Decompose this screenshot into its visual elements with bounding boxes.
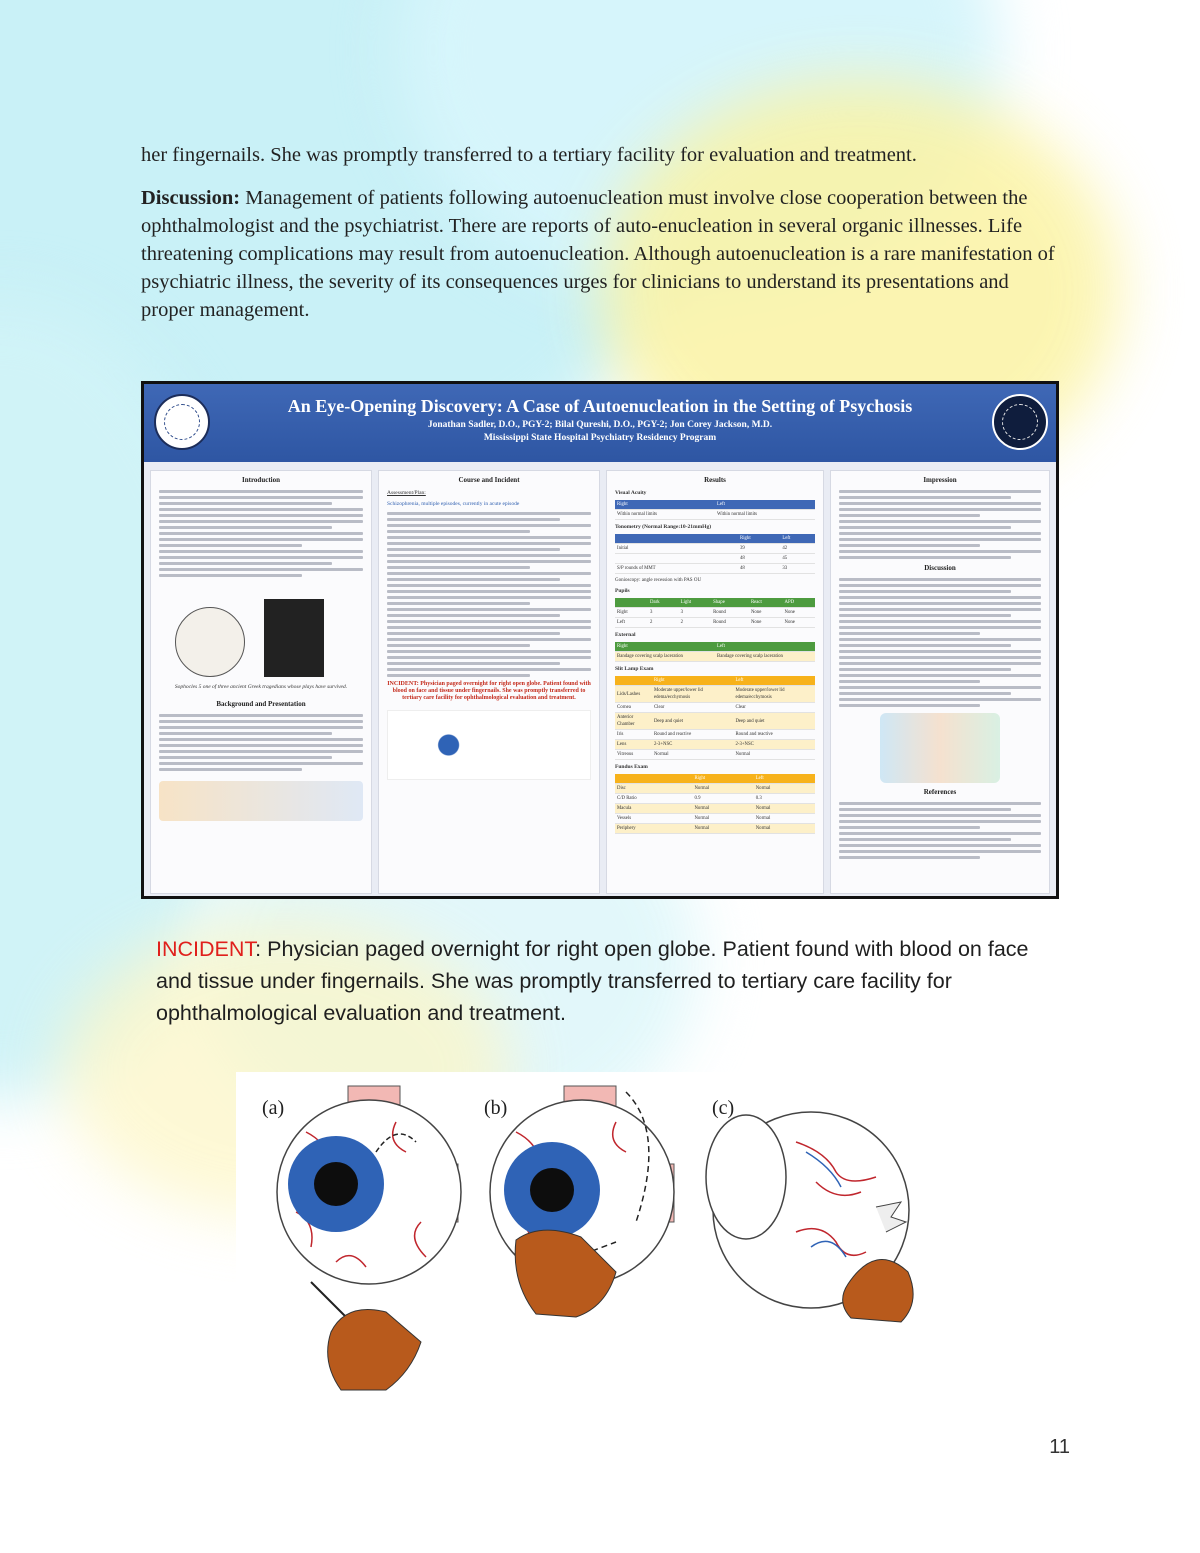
slit-lamp-table: Right Left Lids/Lashes Moderate upper/lower lid edema/ecchymosis Moderate upper/lower lid edema/ecchymosis Cornea Clear Clear Anterior Chamber Deep and quiet Deep and quiet Iris Round and reactive Round and reactive Lens 2-3+NSC 2-3+NSC Vitreous Normal Normal — [615, 676, 815, 760]
external-table: Right Left Bandage covering scalp laceration Bandage covering scalp laceration — [615, 642, 815, 662]
pupils-label: Pupils — [615, 588, 630, 594]
poster-discussion-text-block — [839, 578, 1041, 707]
fundus-table: Right Left Disc Normal Normal C/D Ratio 0.9 0.3 Macula Normal Normal Vessels Normal Normal Periphery Normal Normal — [615, 774, 815, 834]
poster-column-impression — [830, 470, 1050, 894]
panel-b-label: (b) — [484, 1097, 508, 1119]
visual-acuity-label: Visual Acuity — [615, 490, 647, 496]
pupil-b — [530, 1168, 574, 1212]
discussion-label: Discussion: — [141, 187, 241, 209]
discussion-paragraph — [141, 184, 1061, 324]
background-heading: Background and Presentation — [216, 700, 306, 708]
external-label: External — [615, 632, 636, 638]
research-poster — [141, 381, 1059, 899]
pupil-a — [314, 1162, 358, 1206]
poster-column-results — [606, 470, 824, 894]
background-illustration — [159, 781, 363, 821]
course-heading: Course and Incident — [458, 476, 520, 484]
course-text-block — [387, 512, 591, 677]
medical-team-illustration — [880, 713, 1000, 783]
poster-authors: Jonathan Sadler, D.O., PGY-2; Bilal Qureshi, D.O., PGY-2; Jon Corey Jackson, M.D. — [427, 420, 773, 430]
hospital-seal-icon — [992, 394, 1048, 450]
discussion-heading: Discussion — [924, 564, 956, 572]
sophocles-portrait-image — [175, 607, 245, 677]
gonioscopy-line: Gonioscopy: angle recession with PAS OU — [615, 578, 702, 583]
poster-title: An Eye-Opening Discovery: A Case of Autoenucleation in the Setting of Psychosis — [287, 396, 913, 416]
diagnosis-line: Schizophrenia, multiple episodes, currently in acute episode — [387, 501, 520, 507]
incident-label: INCIDENT — [156, 937, 256, 961]
panel-c-label: (c) — [712, 1097, 735, 1119]
globe-cornea — [706, 1115, 786, 1239]
university-seal-icon — [154, 394, 210, 450]
poster-eye-diagram — [387, 710, 591, 780]
discussion-body: Management of patients following autoenucleation must involve close cooperation between the ophthalmologist and the psychiatrist. There are reports of auto-enucleation in several organic illnesses. Life threatening complications may result from autoenucleation. Although autoenucleation is a rare manifestation of psychiatric illness, the severity of its consequences urges for clinicians to understand its presentations and proper management. — [141, 187, 1055, 321]
poster-header — [144, 384, 1056, 462]
results-heading: Results — [704, 476, 726, 484]
introduction-text-block — [159, 490, 363, 577]
poster-incident-text: INCIDENT: Physician paged overnight for right open globe. Patient found with blood on face and tissue under fingernails. She was promptly transferred to tertiary care facility for ophthalmological evaluation and treatment. — [387, 681, 591, 701]
page-number: 11 — [1049, 1436, 1070, 1458]
fundus-label: Fundus Exam — [615, 764, 648, 770]
background-text-block — [159, 714, 363, 771]
poster-column-introduction — [150, 470, 372, 894]
impression-heading: Impression — [923, 476, 957, 484]
poster-program: Mississippi State Hospital Psychiatry Residency Program — [483, 433, 717, 443]
tonometry-table: Right Left Initial 39 42 48 45 S/P rounds of MMT 48 33 — [615, 534, 815, 574]
incident-paragraph — [156, 933, 1066, 1029]
paragraph-continuation: her fingernails. She was promptly transferred to a tertiary facility for evaluation and treatment. — [141, 144, 917, 166]
scream-artwork-image — [264, 599, 324, 677]
panel-a-label: (a) — [262, 1097, 285, 1119]
tonometry-label: Tonometry (Normal Range:10-21mmHg) — [615, 524, 712, 530]
autoenucleation-diagram — [236, 1072, 982, 1408]
slit-lamp-label: Slit Lamp Exam — [615, 666, 654, 672]
references-heading: References — [923, 788, 957, 796]
references-text-block — [839, 802, 1041, 859]
visual-acuity-table: Right Left Within normal limits Within normal limits — [615, 500, 815, 520]
panel-a — [262, 1086, 461, 1390]
finger-icon-a — [328, 1310, 421, 1391]
assessment-label: Assessment/Plan: — [387, 490, 426, 496]
portrait-caption: Sophocles 5 one of three ancient Greek tragedians whose plays have survived. — [174, 684, 348, 690]
panel-b — [484, 1086, 674, 1317]
impression-text-block — [839, 490, 1041, 559]
pupils-table: Dark Light Shape React APD Right 3 3 Round None None Left 2 2 Round None None — [615, 598, 815, 628]
panel-c — [706, 1097, 913, 1322]
introduction-heading: Introduction — [242, 476, 280, 484]
poster-column-course — [378, 470, 600, 894]
incident-body: : Physician paged overnight for right open globe. Patient found with blood on face and tissue under fingernails. She was promptly transferred to tertiary care facility for ophthalmological evaluation and treatment. — [156, 937, 1029, 1025]
